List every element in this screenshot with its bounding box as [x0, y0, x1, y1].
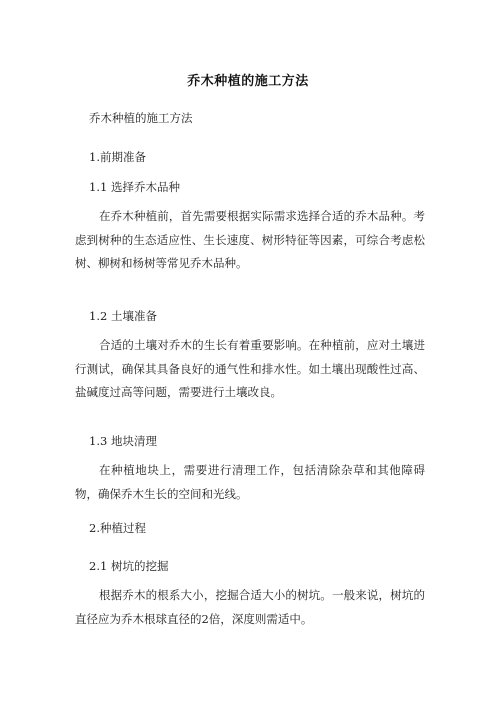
- document-subtitle: 乔木种植的施工方法: [89, 111, 193, 125]
- subsection-heading-2-1: 2.1 树坑的挖掘: [89, 559, 169, 573]
- document-title: 乔木种植的施工方法: [187, 74, 309, 89]
- subsection-heading-1-3: 1.3 地块清理: [89, 434, 157, 448]
- paragraph-2-1: 根据乔木的根系大小，挖掘合适大小的树坑。一般来说，树坑的直径应为乔木根球直径的2倍，深度则需适中。: [75, 588, 425, 626]
- section-heading-2: 2.种植过程: [89, 521, 146, 535]
- paragraph-1-2: 合适的土壤对乔木的生长有着重要影响。在种植前，应对土壤进行测试，确保其具备良好的通气性和排水性。如土壤出现酸性过高、盐碱度过高等问题，需要进行土壤改良。: [75, 338, 425, 399]
- section-heading-1: 1.前期准备: [89, 150, 146, 164]
- paragraph-1-3: 在种植地块上，需要进行清理工作，包括清除杂草和其他障碍物，确保乔木生长的空间和光线。: [75, 463, 425, 501]
- subsection-heading-1-1: 1.1 选择乔木品种: [89, 180, 180, 194]
- paragraph-1-1: 在乔木种植前，首先需要根据实际需求选择合适的乔木品种。考虑到树种的生态适应性、生长速度、树形特征等因素，可综合考虑松树、柳树和杨树等常见乔木品种。: [75, 209, 425, 270]
- subsection-heading-1-2: 1.2 土壤准备: [89, 309, 157, 323]
